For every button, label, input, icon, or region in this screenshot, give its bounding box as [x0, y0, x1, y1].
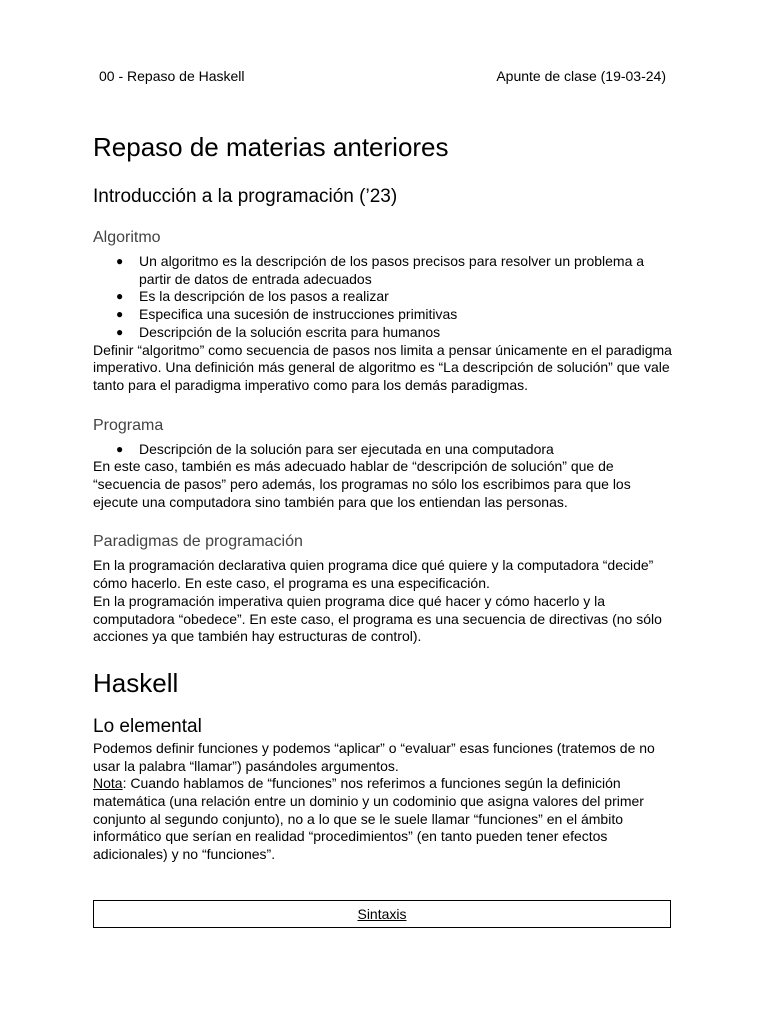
- document-body: [93, 130, 678, 864]
- list-item: ● Descripción de la solución para ser ejecutada en una computadora: [116, 440, 554, 457]
- bullet-icon: ●: [116, 441, 124, 456]
- bullet-icon: ●: [116, 307, 124, 322]
- bullet-icon: ●: [116, 254, 124, 268]
- heading-haskell: Haskell: [93, 667, 179, 698]
- bullet-icon: ●: [116, 324, 124, 339]
- sintaxis-table-header: Sintaxis: [357, 906, 407, 922]
- heading-programa: Programa: [93, 416, 164, 434]
- list-item: ● Descripción de la solución escrita para humanos: [116, 323, 441, 340]
- paradigmas-paragraph-declarativa: En la programación declarativa quien programa dice qué quiere y la computadora “decide” cómo hacerlo. En este caso, el programa es una especificación.: [93, 557, 654, 592]
- nota-paragraph: [93, 775, 678, 864]
- header-doc-date: Apunte de clase (19-03-24): [496, 68, 666, 84]
- paradigmas-paragraph-imperativa: En la programación imperativa quien programa dice qué hacer y cómo hacerlo y la computadora “obedece”. En este caso, el programa es una secuencia de directivas (no sólo acciones ya que también hay estructuras de control).: [93, 592, 662, 645]
- programa-list: [93, 441, 678, 459]
- nota-text: : Cuando hablamos de “funciones” nos referimos a funciones según la definición matemática (una relación entre un dominio y un codominio que asigna valores del primer conjunto al segundo conjunto), no a lo que se le suele llamar “funciones” en el ámbito informático que serían en realidad “procedimientos” (en tanto pueden tener efectos adicionales) y no “funciones”.: [93, 775, 644, 863]
- algoritmo-paragraph: Definir “algoritmo” como secuencia de pasos nos limita a pensar únicamente en el paradigma imperativo. Una definición más general de algoritmo es “La descripción de solución” que vale tanto para el paradigma imperativo como para los demás paradigmas.: [93, 341, 672, 393]
- heading-lo-elemental: Lo elemental: [93, 715, 202, 737]
- bullet-icon: ●: [116, 289, 124, 304]
- programa-paragraph: En este caso, también es más adecuado hablar de “descripción de solución” que de “secuencia de pasos” pero además, los programas no sólo los escribimos para que los ejecute una computadora sino también para que los entiendan las personas.: [93, 458, 631, 510]
- heading-intro-programacion: Introducción a la programación (’23): [93, 186, 398, 207]
- sintaxis-table: [93, 900, 671, 928]
- list-item: ● Un algoritmo es la descripción de los pasos precisos para resolver un problema a partir de datos de entrada adecuados: [116, 253, 645, 287]
- heading-repaso: Repaso de materias anteriores: [93, 132, 449, 162]
- lo-elemental-paragraph: Podemos definir funciones y podemos “aplicar” o “evaluar” esas funciones (tratemos de no usar la palabra “llamar”) pasándoles argumentos.: [93, 739, 655, 774]
- list-item: ● Especifica una sucesión de instrucciones primitivas: [116, 306, 458, 323]
- algoritmo-list: [93, 253, 678, 342]
- heading-paradigmas: Paradigmas de programación: [93, 533, 303, 551]
- nota-label: Nota: [93, 775, 123, 792]
- heading-algoritmo: Algoritmo: [93, 229, 161, 246]
- header-doc-title: 00 - Repaso de Haskell: [99, 68, 245, 84]
- list-item: ● Es la descripción de los pasos a realizar: [116, 288, 389, 305]
